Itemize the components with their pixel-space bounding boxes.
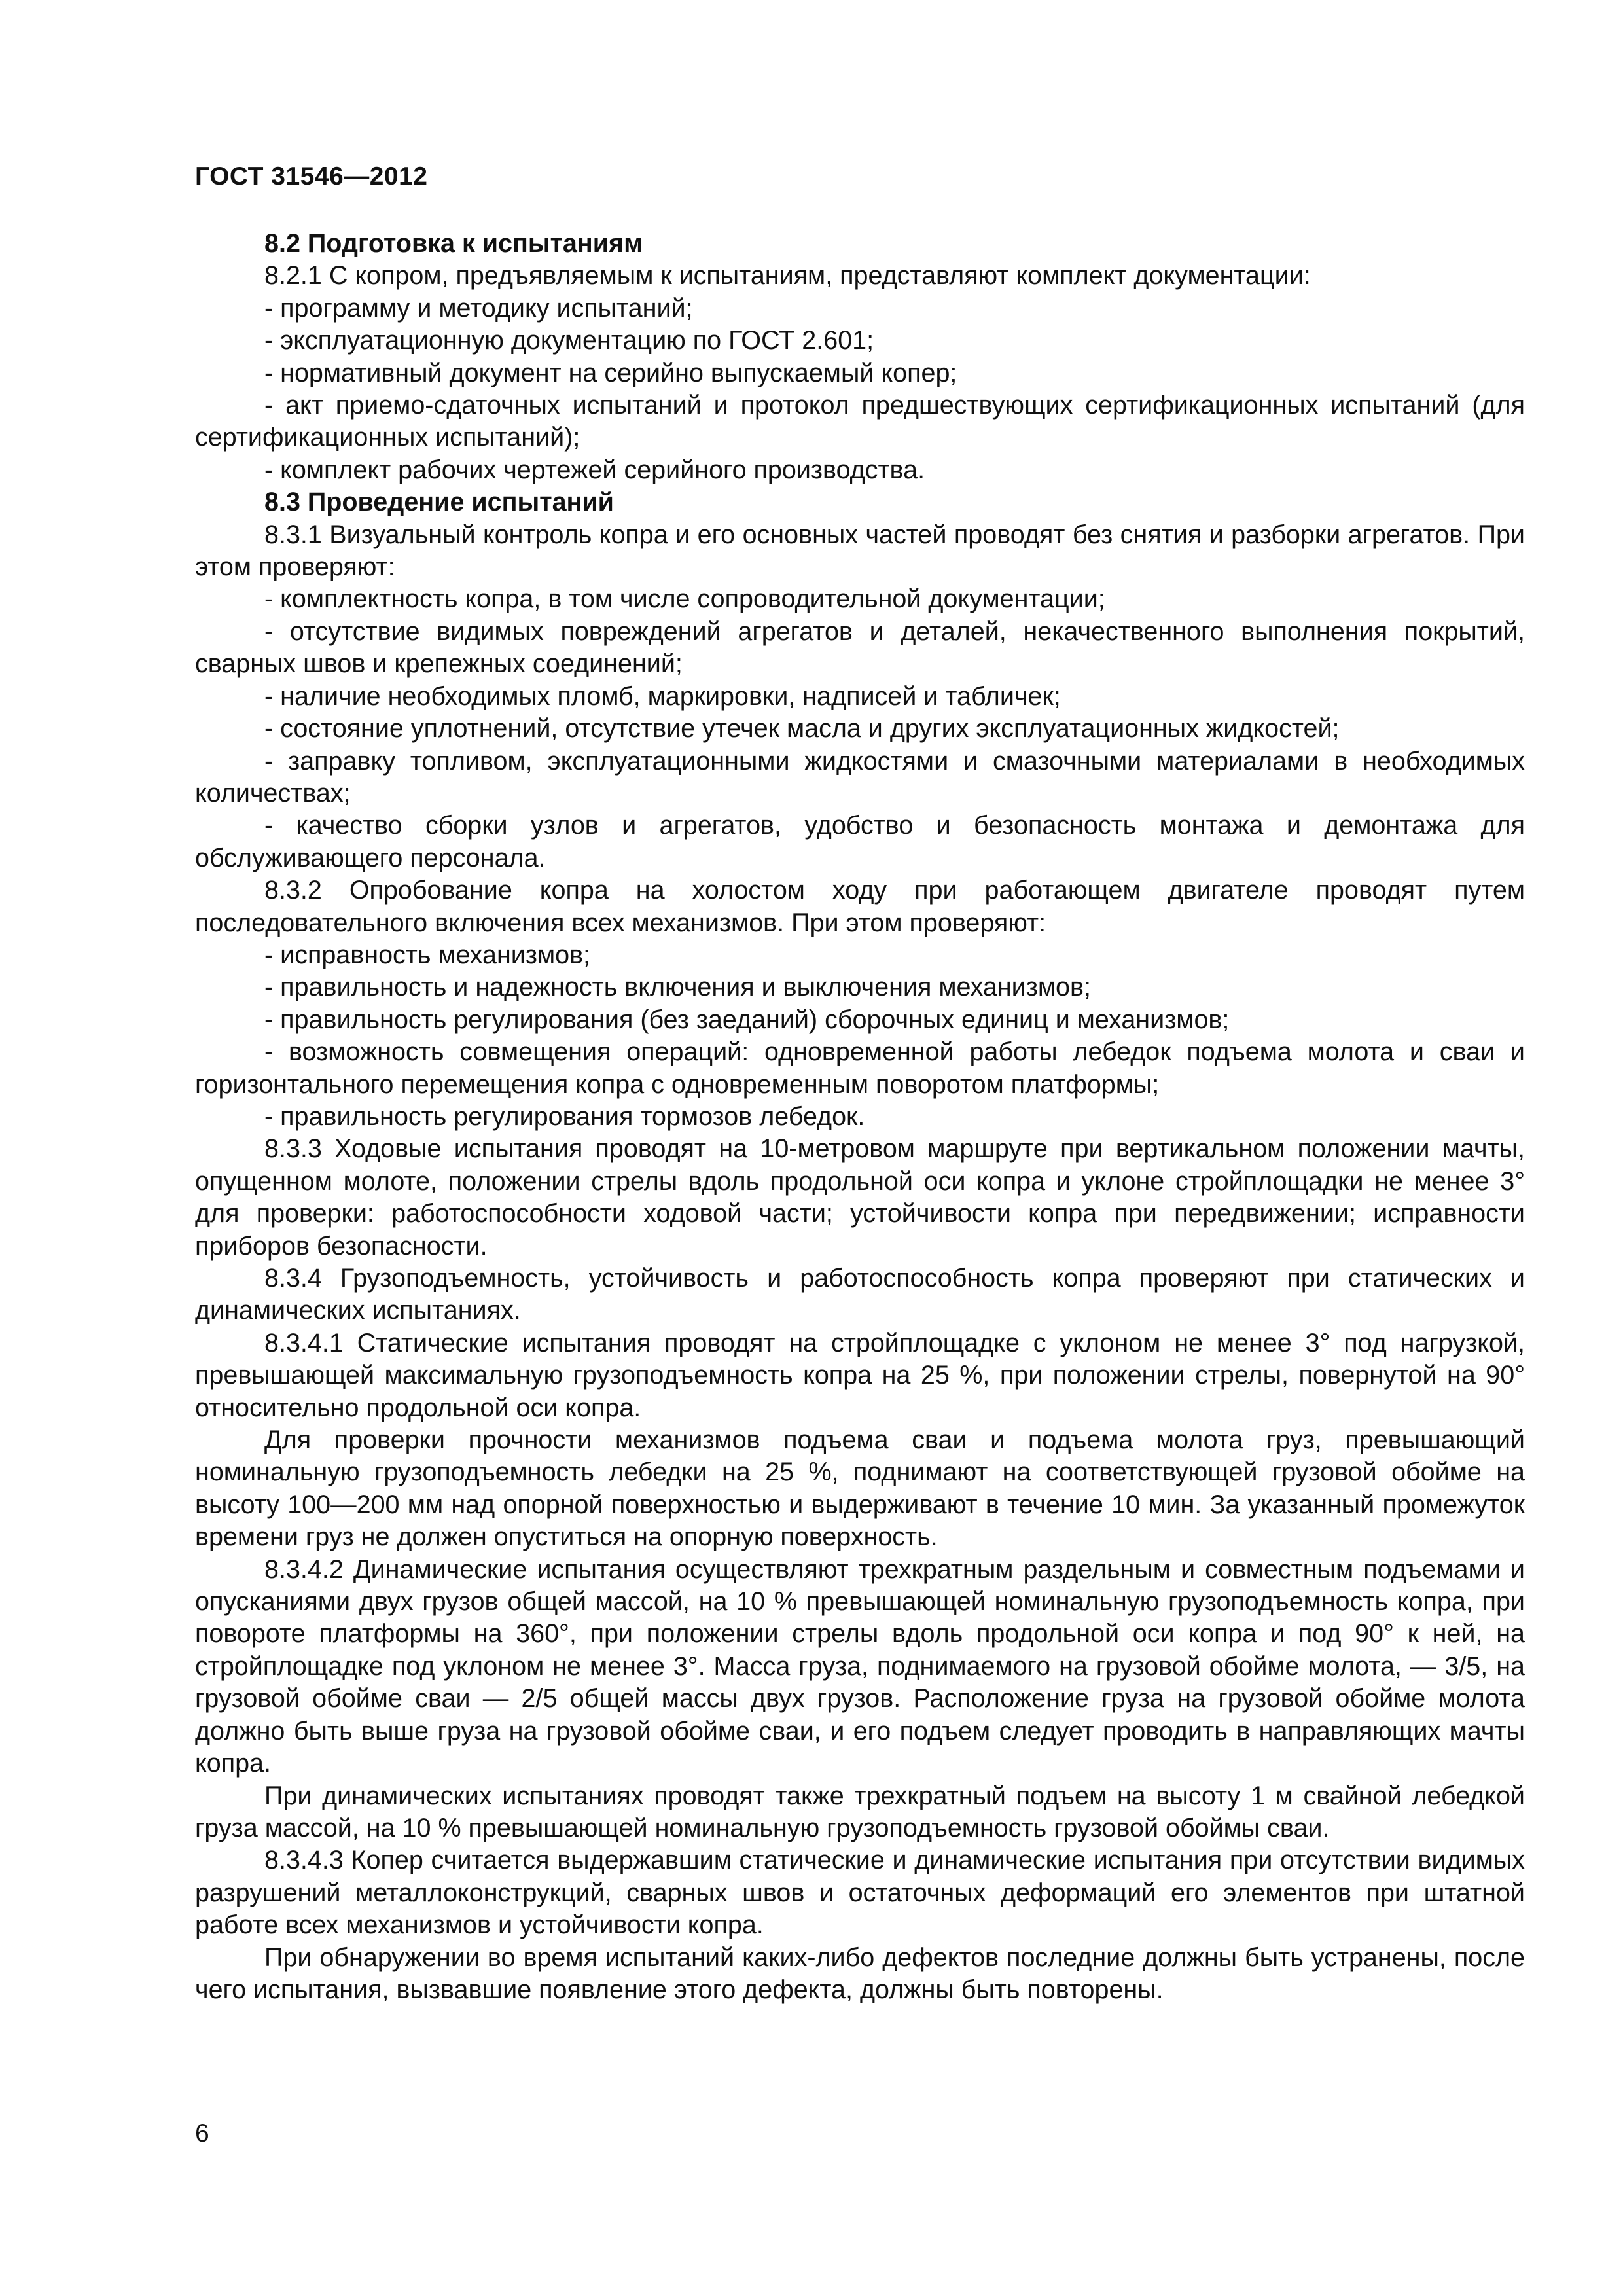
list-item: - эксплуатационную документацию по ГОСТ 2.601;	[264, 326, 874, 355]
document-code-header: ГОСТ 31546—2012	[195, 162, 428, 190]
list-item: - возможность совмещения операций: одновременной работы лебедок подъема молота и сваи и горизонтального перемещения копра с одновременным поворотом платформы;	[195, 1037, 1525, 1099]
list-item: - состояние уплотнений, отсутствие утечек масла и других эксплуатационных жидкостей;	[264, 714, 1340, 744]
paragraph-8-3-4: 8.3.4 Грузоподъемность, устойчивость и работоспособность копра проверяют при статических и динамических испытаниях.	[195, 1264, 1525, 1325]
list-item: - исправность механизмов;	[264, 940, 591, 969]
list-item: - качество сборки узлов и агрегатов, удобство и безопасность монтажа и демонтажа для обслуживающего персонала.	[195, 811, 1525, 872]
paragraph-8-3-4-1: 8.3.4.1 Статические испытания проводят на стройплощадке с уклоном не менее 3° под нагрузкой, превышающей максимальную грузоподъемность копра на 25 %, при положении стрелы, повернутой на 90° относительно продольной оси копра.	[195, 1328, 1525, 1422]
list-item: - нормативный документ на серийно выпускаемый копер;	[264, 358, 957, 387]
paragraph-8-3-4-2: 8.3.4.2 Динамические испытания осуществляют трехкратным раздельным и совместным подъемами и опусканиями двух грузов общей массой, на 10 % превышающей номинальную грузоподъемность копра, при повороте платформы на 360°, при положении стрелы вдоль продольной оси копра и под 90° к ней, на стройплощадке под уклоном не менее 3°. Масса груза, поднимаемого на грузовой обойме молота, — 3/5, на грузовой обойме сваи — 2/5 общей массы двух грузов. Расположение груза на грузовой обойме молота должно быть выше груза на грузовой обойме сваи, и его подъем следует проводить в направляющих мачты копра.	[195, 1554, 1525, 1778]
page-number: 6	[195, 2119, 209, 2147]
list-item: - правильность регулирования (без заеданий) сборочных единиц и механизмов;	[264, 1005, 1230, 1034]
paragraph-8-3-2: 8.3.2 Опробование копра на холостом ходу при работающем двигателе проводят путем последовательного включения всех механизмов. При этом проверяют:	[195, 876, 1525, 937]
list-item: - программу и методику испытаний;	[264, 293, 693, 323]
list-item: - комплект рабочих чертежей серийного производства.	[264, 455, 925, 484]
list-item: - правильность регулирования тормозов лебедок.	[264, 1102, 865, 1131]
paragraph-8-3-4-3-continued: При обнаружении во время испытаний каких-либо дефектов последние должны быть устранены, после чего испытания, вызвавшие появление этого дефекта, должны быть повторены.	[195, 1943, 1525, 2004]
paragraph-8-3-4-2-continued: При динамических испытаниях проводят также трехкратный подъем на высоту 1 м свайной лебедкой груза массой, на 10 % превышающей номинальную грузоподъемность грузовой обоймы сваи.	[195, 1781, 1525, 1842]
list-item: - заправку топливом, эксплуатационными жидкостями и смазочными материалами в необходимых количествах;	[195, 746, 1525, 808]
paragraph-8-2-1: 8.2.1 С копром, предъявляемым к испытаниям, представляют комплект документации:	[264, 261, 1311, 291]
paragraph-8-3-1: 8.3.1 Визуальный контроль копра и его основных частей проводят без снятия и разборки агрегатов. При этом проверяют:	[195, 520, 1525, 582]
section-8-3-heading: 8.3 Проведение испытаний	[264, 488, 614, 517]
list-item: - акт приемо-сдаточных испытаний и протокол предшествующих сертификационных испытаний (для сертификационных испытаний);	[195, 391, 1525, 452]
section-8-2-heading: 8.2 Подготовка к испытаниям	[264, 229, 643, 258]
paragraph-8-3-4-1-continued: Для проверки прочности механизмов подъема сваи и подъема молота груз, превышающий номинальную грузоподъемность лебедки на 25 %, поднимают на соответствующей грузовой обойме на высоту 100—200 мм над опорной поверхностью и выдерживают в течение 10 мин. За указанный промежуток времени груз не должен опуститься на опорную поверхность.	[195, 1426, 1525, 1552]
paragraph-8-3-3: 8.3.3 Ходовые испытания проводят на 10-метровом маршруте при вертикальном положении мачты, опущенном молоте, положении стрелы вдоль продольной оси копра и уклоне стройплощадки не менее 3° для проверки: работоспособности ходовой части; устойчивости копра при передвижении; исправности приборов безопасности.	[195, 1134, 1525, 1261]
paragraph-8-3-4-3: 8.3.4.3 Копер считается выдержавшим статические и динамические испытания при отсутствии видимых разрушений металлоконструкций, сварных швов и остаточных деформаций его элементов при штатной работе всех механизмов и устойчивости копра.	[195, 1846, 1525, 1940]
list-item: - комплектность копра, в том числе сопроводительной документации;	[264, 584, 1105, 614]
document-body	[195, 228, 1525, 2006]
list-item: - отсутствие видимых повреждений агрегатов и деталей, некачественного выполнения покрытий, сварных швов и крепежных соединений;	[195, 617, 1525, 679]
list-item: - наличие необходимых пломб, маркировки, надписей и табличек;	[264, 681, 1061, 711]
list-item: - правильность и надежность включения и выключения механизмов;	[264, 973, 1091, 1002]
